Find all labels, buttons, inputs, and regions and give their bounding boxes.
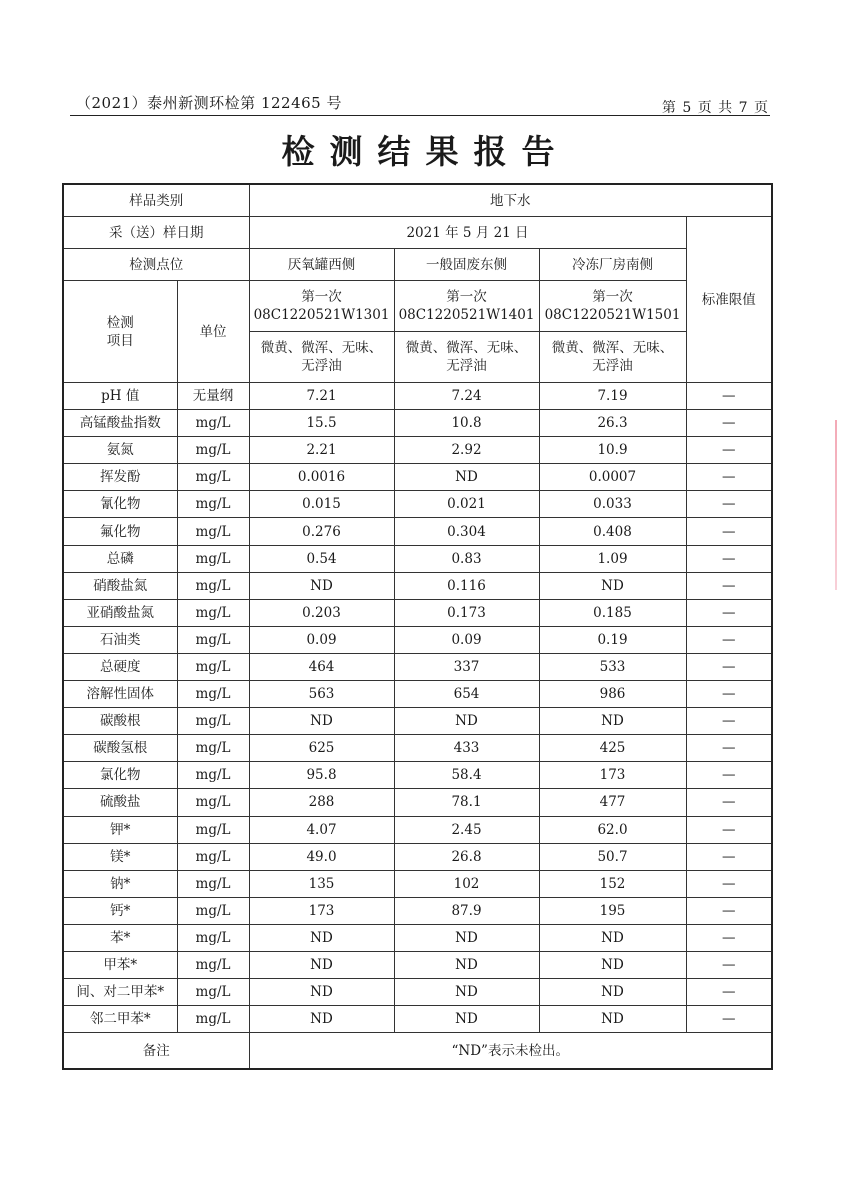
value-location-1: 7.21 xyxy=(249,383,394,410)
value-location-2: 0.173 xyxy=(394,599,539,626)
value-location-1: 0.09 xyxy=(249,626,394,653)
value-location-1: ND xyxy=(249,951,394,978)
test-item: 钠* xyxy=(63,870,177,897)
value-location-2: ND xyxy=(394,924,539,951)
value-location-3: 1.09 xyxy=(539,545,686,572)
value-location-3: 0.19 xyxy=(539,626,686,653)
sample-batch-3: 第一次 08C1220521W1501 xyxy=(539,281,686,332)
standard-limit: — xyxy=(686,816,772,843)
standard-limit: — xyxy=(686,464,772,491)
unit: mg/L xyxy=(177,979,249,1006)
value-location-2: 654 xyxy=(394,681,539,708)
table-row xyxy=(63,789,772,816)
table-row xyxy=(63,491,772,518)
unit: mg/L xyxy=(177,653,249,680)
table-row xyxy=(63,924,772,951)
unit: mg/L xyxy=(177,951,249,978)
unit: mg/L xyxy=(177,626,249,653)
value-location-3: 152 xyxy=(539,870,686,897)
value-location-3: 7.19 xyxy=(539,383,686,410)
table-row xyxy=(63,897,772,924)
standard-limit: — xyxy=(686,708,772,735)
value-location-1: 49.0 xyxy=(249,843,394,870)
value-location-1: 0.54 xyxy=(249,545,394,572)
sampling-date-label: 采（送）样日期 xyxy=(63,217,249,249)
test-item: 总磷 xyxy=(63,545,177,572)
test-item: 高锰酸盐指数 xyxy=(63,410,177,437)
unit: mg/L xyxy=(177,437,249,464)
value-location-1: ND xyxy=(249,979,394,1006)
value-location-2: 7.24 xyxy=(394,383,539,410)
results-table xyxy=(62,183,773,1070)
standard-limit: — xyxy=(686,735,772,762)
test-item: 邻二甲苯* xyxy=(63,1006,177,1033)
note-value: “ND”表示未检出。 xyxy=(249,1033,772,1070)
value-location-1: 0.276 xyxy=(249,518,394,545)
value-location-1: 625 xyxy=(249,735,394,762)
value-location-1: ND xyxy=(249,924,394,951)
sample-batch-2: 第一次 08C1220521W1401 xyxy=(394,281,539,332)
value-location-2: 58.4 xyxy=(394,762,539,789)
table-row xyxy=(63,870,772,897)
test-item: 钙* xyxy=(63,897,177,924)
unit: mg/L xyxy=(177,843,249,870)
table-row xyxy=(63,681,772,708)
unit: mg/L xyxy=(177,924,249,951)
standard-limit: — xyxy=(686,383,772,410)
unit: mg/L xyxy=(177,816,249,843)
value-location-3: ND xyxy=(539,979,686,1006)
test-item: 苯* xyxy=(63,924,177,951)
table-row xyxy=(63,410,772,437)
value-location-3: 10.9 xyxy=(539,437,686,464)
table-row xyxy=(63,518,772,545)
value-location-3: ND xyxy=(539,708,686,735)
test-item: 镁* xyxy=(63,843,177,870)
test-item: 石油类 xyxy=(63,626,177,653)
test-item: 氰化物 xyxy=(63,491,177,518)
unit: mg/L xyxy=(177,518,249,545)
sample-type-label: 样品类别 xyxy=(63,184,249,217)
standard-limit: — xyxy=(686,789,772,816)
location-label: 检测点位 xyxy=(63,249,249,281)
table-row xyxy=(63,545,772,572)
standard-limit: — xyxy=(686,491,772,518)
value-location-2: 0.304 xyxy=(394,518,539,545)
table-row xyxy=(63,816,772,843)
value-location-2: 87.9 xyxy=(394,897,539,924)
value-location-1: 0.0016 xyxy=(249,464,394,491)
standard-limit: — xyxy=(686,572,772,599)
standard-limit: — xyxy=(686,1006,772,1033)
value-location-3: ND xyxy=(539,951,686,978)
table-row xyxy=(63,653,772,680)
unit: mg/L xyxy=(177,870,249,897)
unit: mg/L xyxy=(177,491,249,518)
value-location-1: 95.8 xyxy=(249,762,394,789)
table-row xyxy=(63,437,772,464)
page-title: 检测结果报告 xyxy=(281,132,570,171)
standard-limit: — xyxy=(686,599,772,626)
test-item: 硫酸盐 xyxy=(63,789,177,816)
table-row xyxy=(63,708,772,735)
value-location-3: 0.0007 xyxy=(539,464,686,491)
table-row xyxy=(63,572,772,599)
standard-limit: — xyxy=(686,545,772,572)
standard-limit: — xyxy=(686,626,772,653)
standard-limit: — xyxy=(686,653,772,680)
test-item: 氨氮 xyxy=(63,437,177,464)
value-location-2: 10.8 xyxy=(394,410,539,437)
value-location-3: 533 xyxy=(539,653,686,680)
value-location-3: 0.185 xyxy=(539,599,686,626)
value-location-1: 563 xyxy=(249,681,394,708)
value-location-1: 173 xyxy=(249,897,394,924)
value-location-1: 2.21 xyxy=(249,437,394,464)
table-row xyxy=(63,1006,772,1033)
standard-limit: — xyxy=(686,762,772,789)
test-item: 挥发酚 xyxy=(63,464,177,491)
unit: mg/L xyxy=(177,897,249,924)
value-location-2: ND xyxy=(394,1006,539,1033)
unit: mg/L xyxy=(177,762,249,789)
standard-limit: — xyxy=(686,870,772,897)
unit: mg/L xyxy=(177,789,249,816)
item-header: 检测 项目 xyxy=(63,281,177,383)
value-location-2: ND xyxy=(394,979,539,1006)
sampling-date-value: 2021 年 5 月 21 日 xyxy=(249,217,686,249)
value-location-3: ND xyxy=(539,572,686,599)
value-location-2: ND xyxy=(394,951,539,978)
table-row xyxy=(63,979,772,1006)
seam-stamp-mark xyxy=(835,420,837,590)
test-item: 钾* xyxy=(63,816,177,843)
unit: mg/L xyxy=(177,735,249,762)
test-item: 间、对二甲苯* xyxy=(63,979,177,1006)
value-location-2: 0.021 xyxy=(394,491,539,518)
table-row xyxy=(63,762,772,789)
value-location-3: ND xyxy=(539,924,686,951)
test-item: 碳酸根 xyxy=(63,708,177,735)
test-item: 碳酸氢根 xyxy=(63,735,177,762)
standard-limit: — xyxy=(686,924,772,951)
value-location-2: 78.1 xyxy=(394,789,539,816)
value-location-1: 15.5 xyxy=(249,410,394,437)
standard-limit: — xyxy=(686,979,772,1006)
standard-limit: — xyxy=(686,951,772,978)
value-location-3: 425 xyxy=(539,735,686,762)
value-location-3: ND xyxy=(539,1006,686,1033)
value-location-2: 0.09 xyxy=(394,626,539,653)
value-location-2: ND xyxy=(394,464,539,491)
unit: mg/L xyxy=(177,572,249,599)
value-location-1: 135 xyxy=(249,870,394,897)
location-2: 一般固废东侧 xyxy=(394,249,539,281)
table-row xyxy=(63,383,772,410)
value-location-3: 477 xyxy=(539,789,686,816)
sample-appearance-1: 微黄、微浑、无味、 无浮油 xyxy=(249,332,394,383)
location-1: 厌氧罐西侧 xyxy=(249,249,394,281)
value-location-2: 2.45 xyxy=(394,816,539,843)
table-row xyxy=(63,843,772,870)
table-row xyxy=(63,735,772,762)
value-location-1: ND xyxy=(249,708,394,735)
value-location-2: 0.116 xyxy=(394,572,539,599)
sample-type-value: 地下水 xyxy=(249,184,772,217)
standard-limit: — xyxy=(686,437,772,464)
header-rule xyxy=(70,115,770,116)
value-location-2: 102 xyxy=(394,870,539,897)
test-item: 氯化物 xyxy=(63,762,177,789)
table-row xyxy=(63,626,772,653)
unit: mg/L xyxy=(177,599,249,626)
standard-limit: — xyxy=(686,518,772,545)
table-row xyxy=(63,464,772,491)
unit: mg/L xyxy=(177,545,249,572)
value-location-2: 2.92 xyxy=(394,437,539,464)
standard-limit: — xyxy=(686,897,772,924)
test-item: 溶解性固体 xyxy=(63,681,177,708)
value-location-2: 0.83 xyxy=(394,545,539,572)
value-location-1: ND xyxy=(249,1006,394,1033)
value-location-1: 0.203 xyxy=(249,599,394,626)
test-item: 氟化物 xyxy=(63,518,177,545)
unit: mg/L xyxy=(177,708,249,735)
standard-limit: — xyxy=(686,681,772,708)
value-location-1: 464 xyxy=(249,653,394,680)
value-location-3: 195 xyxy=(539,897,686,924)
test-item: pH 值 xyxy=(63,383,177,410)
unit-header: 单位 xyxy=(177,281,249,383)
page-info: 第 5 页 共 7 页 xyxy=(661,100,769,116)
unit: mg/L xyxy=(177,681,249,708)
standard-limit: — xyxy=(686,843,772,870)
value-location-1: 288 xyxy=(249,789,394,816)
value-location-2: 433 xyxy=(394,735,539,762)
value-location-3: 62.0 xyxy=(539,816,686,843)
unit: mg/L xyxy=(177,1006,249,1033)
test-item: 亚硝酸盐氮 xyxy=(63,599,177,626)
value-location-3: 0.033 xyxy=(539,491,686,518)
unit: mg/L xyxy=(177,464,249,491)
value-location-1: ND xyxy=(249,572,394,599)
report-number: （2021）泰州新测环检第 122465 号 xyxy=(76,94,342,112)
value-location-1: 4.07 xyxy=(249,816,394,843)
value-location-2: 26.8 xyxy=(394,843,539,870)
value-location-2: 337 xyxy=(394,653,539,680)
unit: mg/L xyxy=(177,410,249,437)
sample-appearance-3: 微黄、微浑、无味、 无浮油 xyxy=(539,332,686,383)
sample-appearance-2: 微黄、微浑、无味、 无浮油 xyxy=(394,332,539,383)
standard-limit: — xyxy=(686,410,772,437)
value-location-3: 986 xyxy=(539,681,686,708)
location-3: 冷冻厂房南侧 xyxy=(539,249,686,281)
value-location-3: 173 xyxy=(539,762,686,789)
table-row xyxy=(63,951,772,978)
test-item: 硝酸盐氮 xyxy=(63,572,177,599)
value-location-3: 26.3 xyxy=(539,410,686,437)
test-item: 总硬度 xyxy=(63,653,177,680)
sample-batch-1: 第一次 08C1220521W1301 xyxy=(249,281,394,332)
standard-limit-header: 标准限值 xyxy=(686,217,772,383)
value-location-2: ND xyxy=(394,708,539,735)
value-location-1: 0.015 xyxy=(249,491,394,518)
test-item: 甲苯* xyxy=(63,951,177,978)
value-location-3: 50.7 xyxy=(539,843,686,870)
table-row xyxy=(63,599,772,626)
unit: 无量纲 xyxy=(177,383,249,410)
note-label: 备注 xyxy=(63,1033,249,1070)
value-location-3: 0.408 xyxy=(539,518,686,545)
